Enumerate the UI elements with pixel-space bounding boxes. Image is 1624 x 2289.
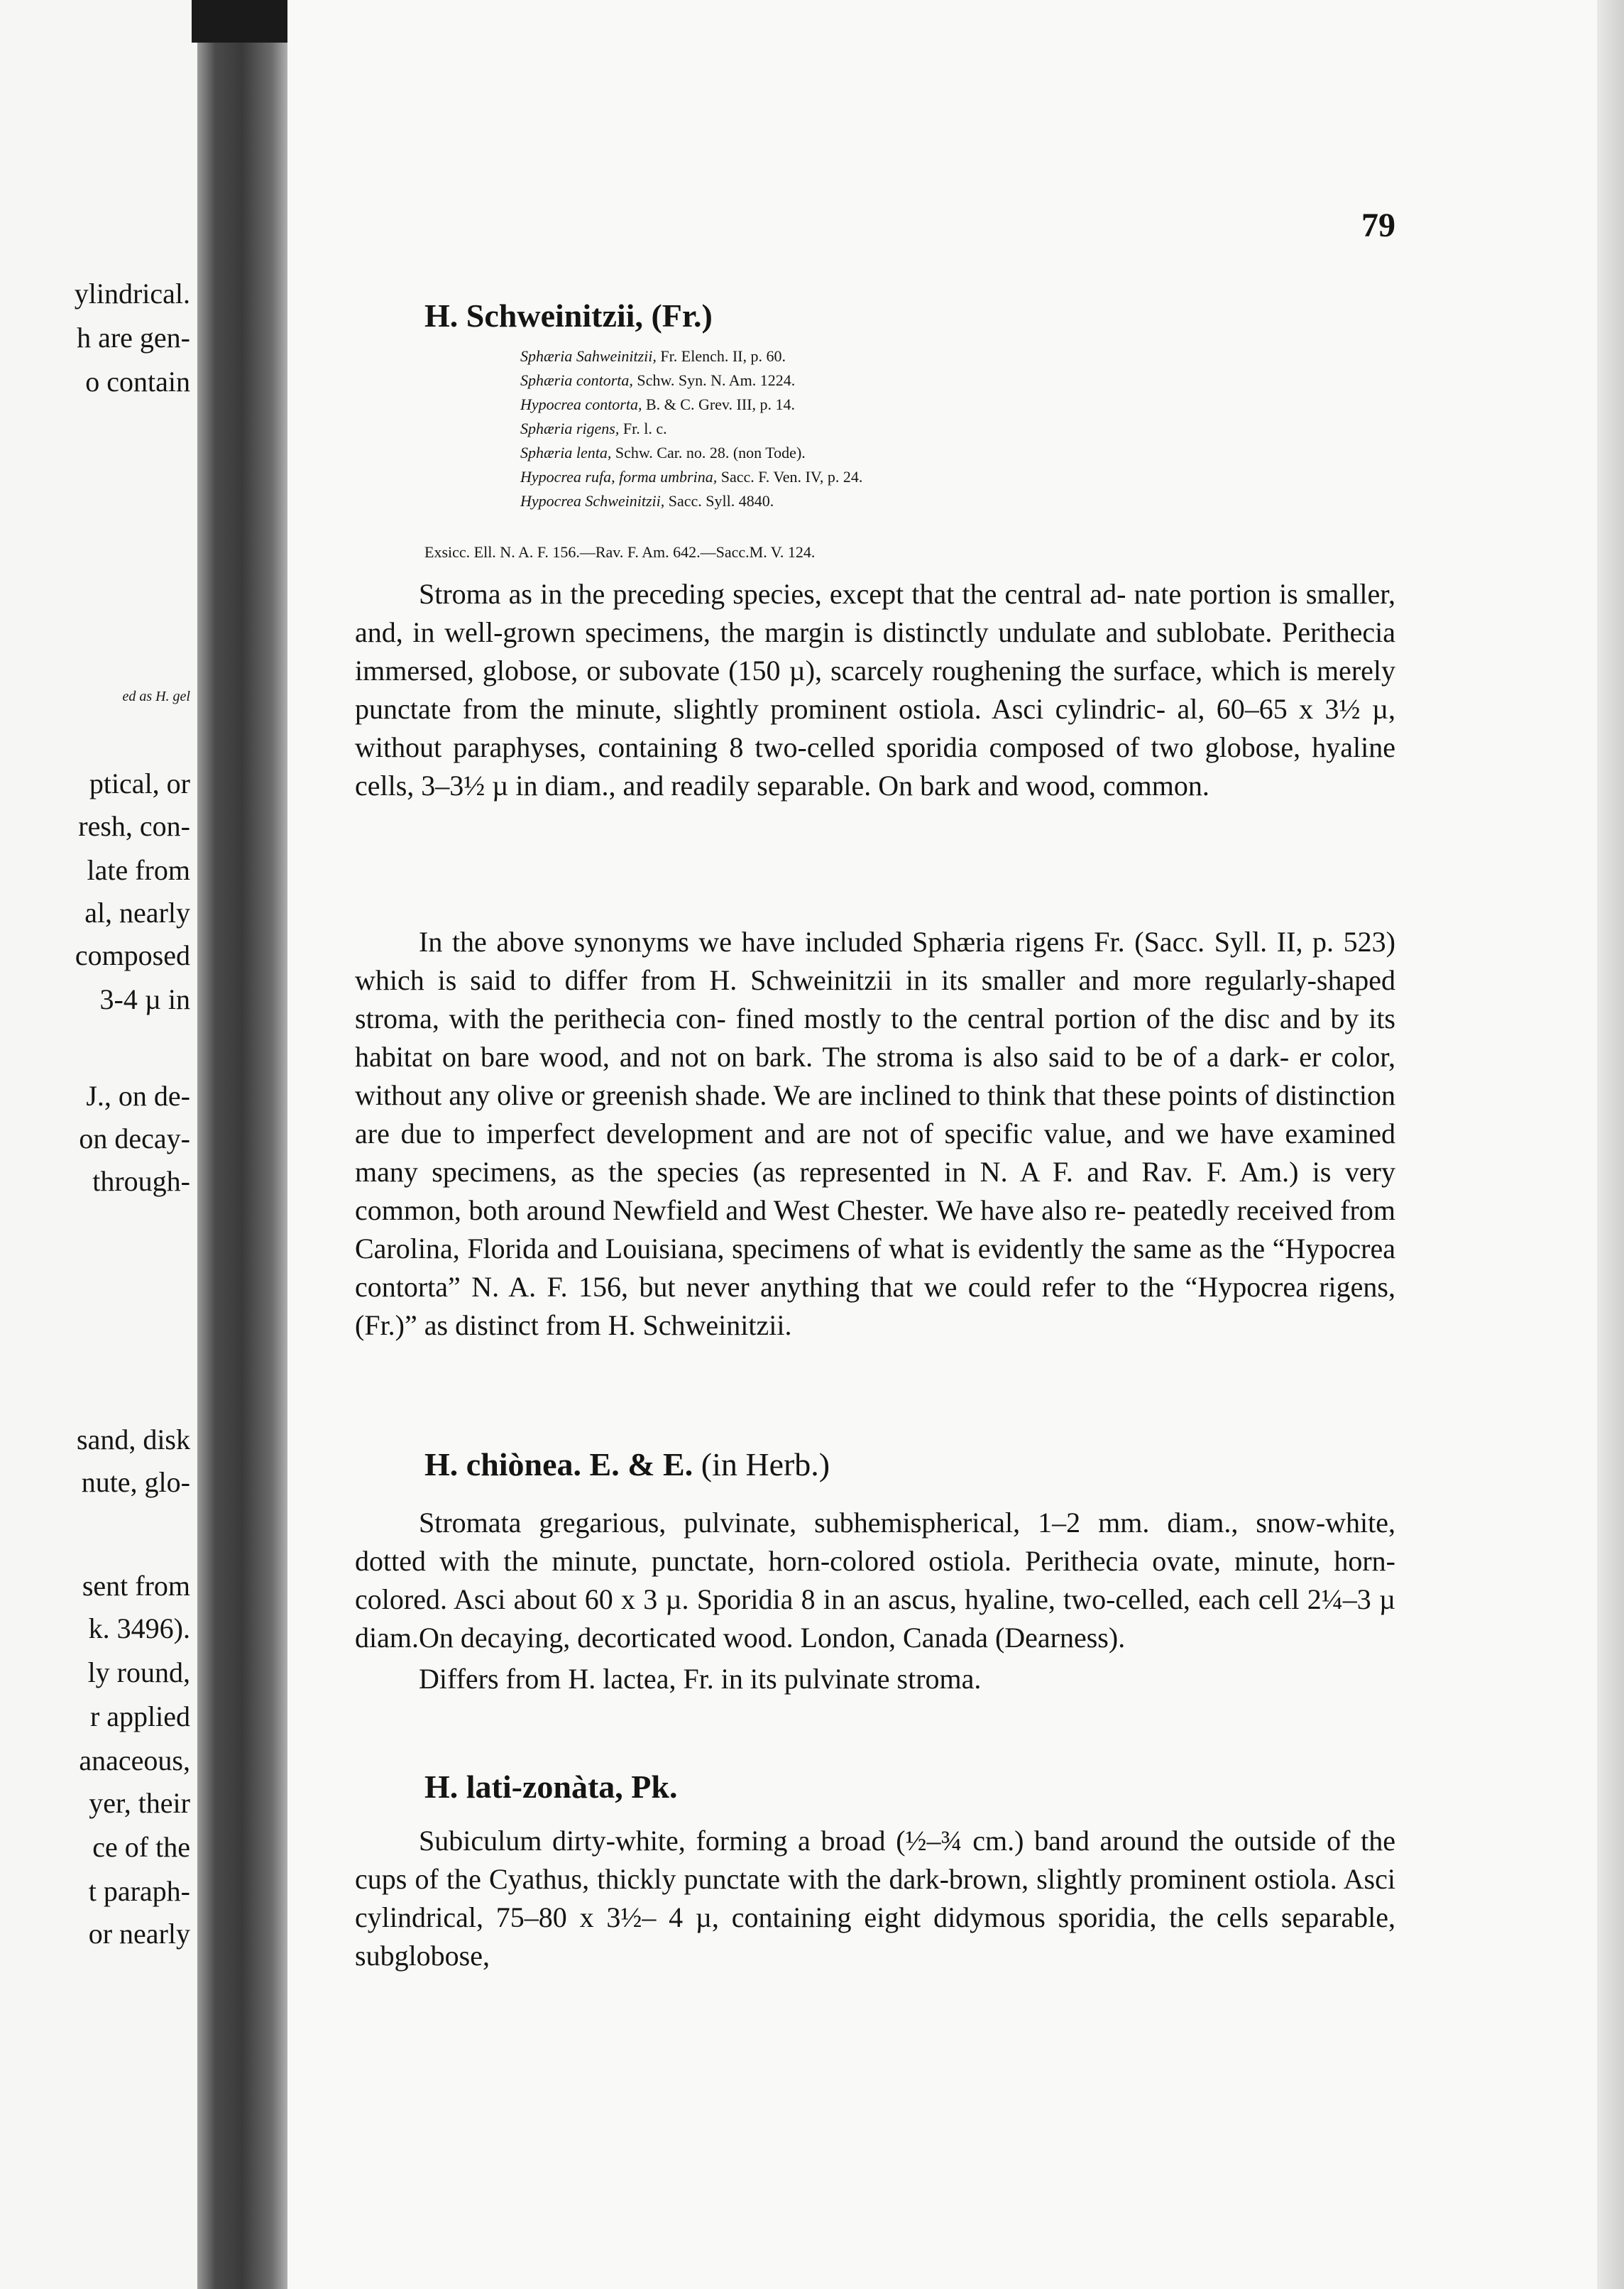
left-fragment: or nearly <box>88 1918 190 1950</box>
left-fragment: h are gen- <box>77 322 190 354</box>
page-number: 79 <box>1361 207 1395 244</box>
left-fragment: o contain <box>85 366 190 398</box>
left-page <box>0 0 213 2289</box>
left-fragment: ly round, <box>87 1656 190 1688</box>
synonym-reference: Sacc. F. Ven. IV, p. 24. <box>720 468 863 486</box>
left-fragment: ce of the <box>92 1831 190 1863</box>
schweinitzii-description: Stroma as in the preceding species, except that the central ad- nate portion is smaller, and, in well-grown specimens, the margin is distinctly undulate and sublobate. Perithecia immersed, globose, or subovate (150 µ), scarcely roughening the surface, which is merely punctate from the minute, slightly prominent ostiola. Asci cylindric- al, 60–65 x 3½ µ, without paraphyses, containing 8 two-celled sporidia composed of two globose, hyaline cells, 3–3½ µ in diam., and readily separable. On bark and wood, common. <box>355 578 1395 802</box>
synonym-line <box>520 345 786 368</box>
synonym-line <box>520 393 795 416</box>
synonym-reference: B. & C. Grev. III, p. 14. <box>645 395 795 413</box>
synonym-name: Sphæria lenta, <box>520 444 612 461</box>
synonym-name: Sphæria Sahweinitzii, <box>520 347 657 365</box>
synonym-line <box>520 417 667 440</box>
left-fragment: k. 3496). <box>88 1612 190 1644</box>
chionea-name: H. chiònea. E. & E. <box>424 1446 693 1482</box>
left-fragment: composed <box>75 939 190 971</box>
left-fragment: al, nearly <box>84 897 190 929</box>
left-fragment: ptical, or <box>89 767 190 799</box>
synonym-name: Sphæria contorta, <box>520 371 633 389</box>
left-fragment: J., on de- <box>86 1080 190 1112</box>
chionea-note: (in Herb.) <box>701 1446 830 1482</box>
synonym-name: Hypocrea rufa, forma umbrina, <box>520 468 718 486</box>
latizonata-description: Subiculum dirty-white, forming a broad (½–¾ cm.) band around the outside of the cups of the Cyathus, thickly punctate with the dark-brown, slightly prominent ostiola. Asci cylindrical, 75–80 x 3½– 4 µ, containing eight didymous sporidia, the cells separable, subglobose, <box>355 1825 1395 1972</box>
chionea-habitat: On decaying, decorticated wood. London, Canada (Dearness). <box>419 1622 1126 1654</box>
gutter-shadow <box>192 0 298 43</box>
synonym-reference: Schw. Syn. N. Am. 1224. <box>637 371 796 389</box>
entry-title-chionea <box>424 1446 830 1483</box>
left-fragment: on decay- <box>79 1122 190 1154</box>
synonym-reference: Sacc. Syll. 4840. <box>668 492 774 510</box>
synonym-reference: Schw. Car. no. 28. (non Tode). <box>615 444 806 461</box>
synonym-line <box>520 442 806 464</box>
left-fragment: t paraph- <box>88 1875 190 1907</box>
chionea-note-differs: Differs from H. lactea, Fr. in its pulvinate stroma. <box>419 1663 982 1695</box>
synonym-name: Sphæria rigens, <box>520 420 620 437</box>
left-fragment: 3-4 µ in <box>99 983 190 1015</box>
page-edge <box>1597 0 1624 2289</box>
left-fragment: anaceous, <box>79 1744 190 1776</box>
exsiccata-line: Exsicc. Ell. N. A. F. 156.—Rav. F. Am. 642.—Sacc.M. V. 124. <box>424 543 816 561</box>
chionea-description: Stromata gregarious, pulvinate, subhemispherical, 1–2 mm. diam., snow-white, dotted with the minute, punctate, horn-colored ostiola. Perithecia ovate, minute, horn-colored. Asci about 60 x 3 µ. Sporidia 8 in an ascus, hyaline, two-celled, each cell 2¼–3 µ diam. <box>355 1507 1395 1654</box>
discussion-text: In the above synonyms we have included Sphæria rigens Fr. (Sacc. Syll. II, p. 523) which is said to differ from H. Schweinitzii in its smaller and more regularly-shaped stroma, with the perithecia con- fined mostly to the central portion of the disc and by its habitat on bare wood, and not on bark. The stroma is also said to be of a dark- er color, without any olive or greenish shade. We are inclined to think that these points of distinction are due to imperfect development and are not of specific value, and we have examined many specimens, as the species (as represented in N. A F. and Rav. F. Am.) is very common, both around Newfield and West Chester. We have also re- peatedly received from Carolina, Florida and Louisiana, specimens of what is evidently the same as the “Hypocrea contorta” N. A. F. 156, but never anything that we could refer to the “Hypocrea rigens, (Fr.)” as distinct from H. Schweinitzii. <box>355 926 1395 1341</box>
synonym-reference: Fr. Elench. II, p. 60. <box>660 347 786 365</box>
entry-title-schweinitzii: H. Schweinitzii, (Fr.) <box>424 297 713 334</box>
left-fragment: through- <box>92 1165 190 1197</box>
left-fragment: nute, glo- <box>81 1466 190 1498</box>
synonym-reference: Fr. l. c. <box>622 420 667 437</box>
synonym-name: Hypocrea contorta, <box>520 395 642 413</box>
left-fragment: ed as H. gel <box>122 689 190 704</box>
left-fragment: r applied <box>89 1700 190 1732</box>
left-fragment: yer, their <box>89 1787 190 1819</box>
synonym-line <box>520 490 774 513</box>
synonym-line <box>520 369 795 392</box>
left-fragment: sand, disk <box>77 1424 190 1455</box>
synonym-line <box>520 466 862 488</box>
synonym-name: Hypocrea Schweinitzii, <box>520 492 665 510</box>
entry-title-latizonata: H. lati-zonàta, Pk. <box>424 1769 678 1805</box>
left-fragment: ylindrical. <box>74 278 190 310</box>
page-gutter <box>197 0 297 2289</box>
schweinitzii-discussion <box>355 923 1395 1345</box>
left-fragment: sent from <box>82 1570 190 1602</box>
left-fragment: late from <box>87 854 190 886</box>
left-fragment: resh, con- <box>78 810 190 842</box>
